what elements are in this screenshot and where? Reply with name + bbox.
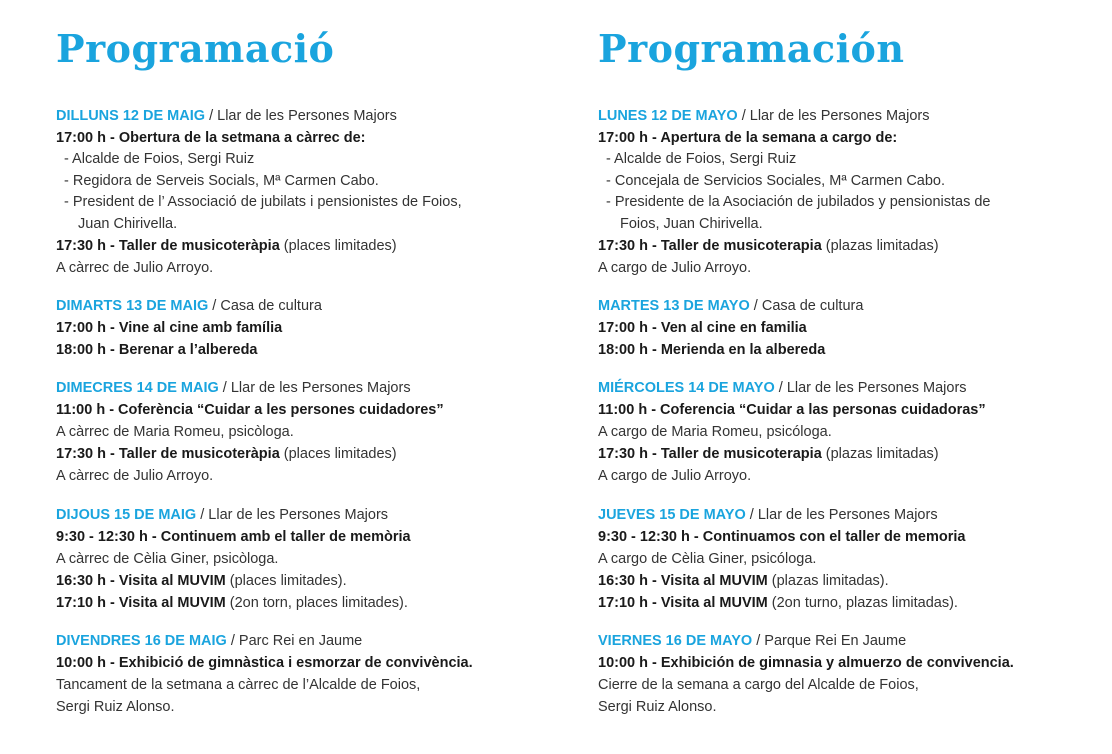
separator: / [752,633,765,649]
event-note: (places limitades). [225,573,347,589]
event-detail: Sergi Ruiz Alonso. [598,699,717,715]
spanish-day-list [598,105,1112,734]
event-detail: Sergi Ruiz Alonso. [56,699,175,715]
day-friday-ca [56,630,576,718]
day-thursday-ca [56,504,576,614]
event-line: 17:00 h - Vine al cine amb família [56,320,283,336]
event-title: 17:30 h - Taller de musicoterapia [598,238,822,254]
separator: / [774,380,787,396]
day-heading [56,105,576,127]
event-line: 10:00 h - Exhibición de gimnasia y almuerzo de convivencia. [598,655,1014,671]
day-heading [598,105,1112,127]
event-detail: A cargo de Maria Romeu, psicóloga. [598,424,832,440]
day-name: VIERNES 16 DE MAYO [598,633,753,649]
event-line: 11:00 h - Coferència “Cuidar a les persones cuidadores” [56,402,444,418]
sub-item: - Alcalde de Foios, Sergi Ruiz [606,151,797,167]
day-heading [56,630,576,652]
event-line: 11:00 h - Coferencia “Cuidar a las personas cuidadoras” [598,402,986,418]
sub-item: Foios, Juan Chirivella. [620,215,763,232]
day-heading [598,504,1112,526]
day-name: DIVENDRES 16 DE MAIG [56,633,227,649]
event-line [56,235,576,257]
day-name: JUEVES 15 DE MAYO [598,507,746,523]
day-heading [56,504,576,526]
event-line [598,570,1112,592]
event-detail: A càrrec de Cèlia Giner, psicòloga. [56,551,279,567]
event-line: 9:30 - 12:30 h - Continuamos con el taller de memoria [598,529,966,545]
separator: / [218,380,231,396]
event-line [56,592,576,614]
venue: Llar de les Persones Majors [230,380,411,396]
event-title: 16:30 h - Visita al MUVIM [598,573,768,589]
event-title: 17:30 h - Taller de musicoteràpia [56,238,280,254]
event-note: (plazas limitadas) [821,446,939,462]
day-heading [598,295,1112,317]
separator: / [745,507,758,523]
day-friday-es [598,630,1112,718]
event-line: 18:00 h - Merienda en la albereda [598,342,826,358]
separator: / [205,108,218,124]
venue: Parc Rei en Jaume [238,633,363,649]
event-title: 17:10 h - Visita al MUVIM [598,595,768,611]
event-note: (2on turno, plazas limitadas). [767,595,958,611]
event-note: (places limitades) [279,446,397,462]
day-name: MARTES 13 DE MAYO [598,298,750,314]
venue: Casa de cultura [761,298,864,314]
event-line: 17:00 h - Apertura de la semana a cargo de: [598,130,898,146]
separator: / [208,298,221,314]
event-line [598,592,1112,614]
event-line: 17:00 h - Obertura de la setmana a càrrec de: [56,130,366,146]
separator: / [226,633,239,649]
day-heading [56,377,576,399]
separator: / [737,108,750,124]
sub-item: - President de l’ Associació de jubilats i pensionistes de Foios, [64,194,462,210]
day-name: DIJOUS 15 DE MAIG [56,507,197,523]
day-tuesday-es [598,295,1112,361]
event-detail: Tancament de la setmana a càrrec de l’Alcalde de Foios, [56,677,421,693]
event-detail: A càrrec de Julio Arroyo. [56,260,214,276]
sub-item: - Presidente de la Asociación de jubilados y pensionistas de [606,194,991,210]
event-line [56,443,576,465]
day-tuesday-ca [56,295,576,361]
venue: Llar de les Persones Majors [208,507,389,523]
event-line [598,235,1112,257]
event-detail: Cierre de la semana a cargo del Alcalde de Foios, [598,677,919,693]
event-line: 10:00 h - Exhibició de gimnàstica i esmorzar de convivència. [56,655,473,671]
event-note: (plazas limitadas). [767,573,889,589]
venue: Llar de les Persones Majors [217,108,397,124]
venue: Llar de les Persones Majors [749,108,930,124]
day-thursday-es [598,504,1112,614]
event-detail: A cargo de Julio Arroyo. [598,260,752,276]
day-heading [598,377,1112,399]
sub-item: Juan Chirivella. [78,215,178,232]
event-detail: A càrrec de Maria Romeu, psicòloga. [56,424,294,440]
event-line [598,443,1112,465]
event-detail: A càrrec de Julio Arroyo. [56,468,214,484]
day-heading [56,295,576,317]
venue: Parque Rei En Jaume [764,633,907,649]
day-wednesday-es [598,377,1112,487]
spanish-title: Programación [598,26,905,71]
venue: Llar de les Persones Majors [757,507,938,523]
day-name: DILLUNS 12 DE MAIG [56,108,206,124]
day-monday-es [598,105,1112,279]
event-detail: A cargo de Julio Arroyo. [598,468,752,484]
day-monday-ca [56,105,576,279]
event-note: (2on torn, places limitades). [225,595,408,611]
venue: Casa de cultura [220,298,322,314]
event-title: 17:30 h - Taller de musicoteràpia [56,446,280,462]
event-title: 16:30 h - Visita al MUVIM [56,573,226,589]
sub-item: - Alcalde de Foios, Sergi Ruiz [64,151,255,167]
day-name: DIMECRES 14 DE MAIG [56,380,219,396]
event-line: 18:00 h - Berenar a l’albereda [56,342,258,358]
catalan-title: Programació [56,26,335,71]
event-title: 17:30 h - Taller de musicoterapia [598,446,822,462]
catalan-day-list [56,105,576,734]
day-name: LUNES 12 DE MAYO [598,108,738,124]
day-name: DIMARTS 13 DE MAIG [56,298,209,314]
sub-item: - Regidora de Serveis Socials, Mª Carmen Cabo. [64,172,379,189]
event-note: (places limitades) [279,238,397,254]
sub-item: - Concejala de Servicios Sociales, Mª Carmen Cabo. [606,172,946,189]
separator: / [749,298,762,314]
event-line: 17:00 h - Ven al cine en familia [598,320,807,336]
venue: Llar de les Persones Majors [786,380,967,396]
day-heading [598,630,1112,652]
event-line: 9:30 - 12:30 h - Continuem amb el taller de memòria [56,529,411,545]
separator: / [196,507,209,523]
event-detail: A cargo de Cèlia Giner, psicóloga. [598,551,817,567]
day-wednesday-ca [56,377,576,487]
day-name: MIÉRCOLES 14 DE MAYO [598,380,775,396]
event-title: 17:10 h - Visita al MUVIM [56,595,226,611]
event-note: (plazas limitadas) [821,238,939,254]
event-line [56,570,576,592]
